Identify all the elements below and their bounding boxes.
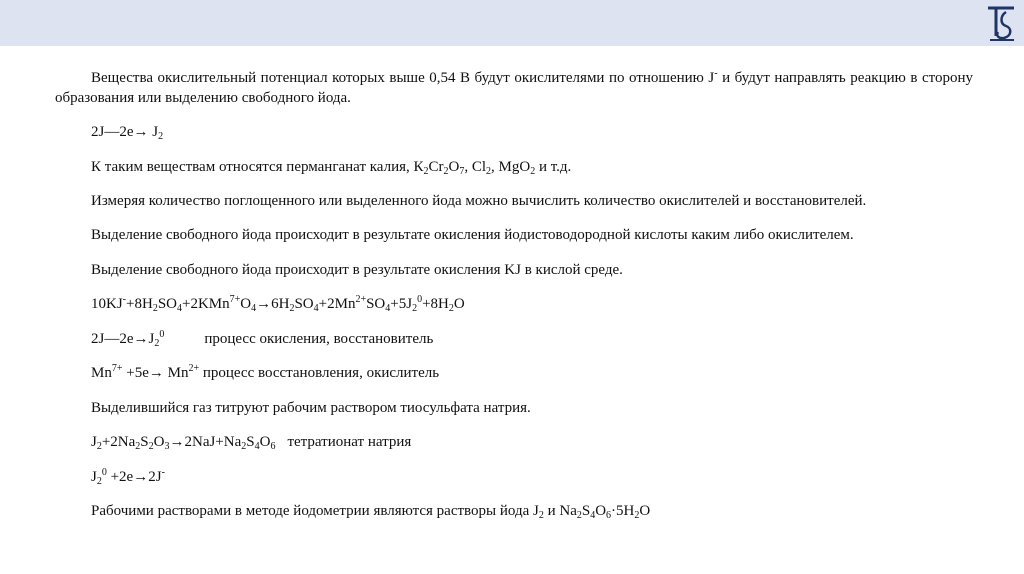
equation-reduction-process: $Mn^{7+} +5e\to Mn^{2+}$ процесс восстановления, окислитель xyxy=(91,363,440,381)
equation-permanganate: $10KJ^-+8H_2SO_4+2KMn^{7+}O_4\to 6H_2SO_4+2Mn^{2+}SO_4+5J_2^0+8H_2O$ xyxy=(91,294,465,314)
tsu-monogram-icon xyxy=(984,2,1020,44)
paragraph-oxidizers: Вещества окислительный потенциал которых выше 0,54 В будут окислителями по отношению J- и будут направлять реакцию в сторону образования или выделению свободного йода. xyxy=(55,68,973,106)
paragraph-hydroiodic: Выделение свободного йода происходит в результате окисления йодистоводородной кислоты каким либо окислителем. xyxy=(91,227,854,243)
paragraph-substances: К таким веществам относятся перманганат калия, $К_2Cr_2O_7$, $Cl_2$, MgO$_2$ и т.д. xyxy=(91,158,572,177)
document-body xyxy=(55,68,973,536)
equation-thiosulfate: $J_2+2Na_2S_2O_3\to 2NaJ+Na_2S_4O_6$ тетратионат натрия xyxy=(91,434,412,452)
equation-iodine-reduction: $J_2^0 +2e\to 2J^-$ xyxy=(91,466,165,487)
paragraph-titration: Выделившийся газ титруют рабочим раствором тиосульфата натрия. xyxy=(91,399,531,416)
paragraph-working-solutions: Рабочими растворами в методе йодометрии являются растворы йода $J_2$ и $Na_2S_4O_6\cdot 5H_2O$ xyxy=(91,503,651,521)
equation-oxidation-process: $2J—2e\to J_2^0$ процесс окисления, восстановитель xyxy=(91,328,434,349)
paragraph-kj-acidic: Выделение свободного йода происходит в результате окисления KJ в кислой среде. xyxy=(91,261,623,278)
equation-iodine-oxidation: 2J—2e→ $J_2$ xyxy=(91,124,164,142)
paragraph-measurement: Измеряя количество поглощенного или выделенного йода можно вычислить количество окислителей и восстановителей. xyxy=(91,193,867,209)
header-bar xyxy=(0,0,1024,46)
